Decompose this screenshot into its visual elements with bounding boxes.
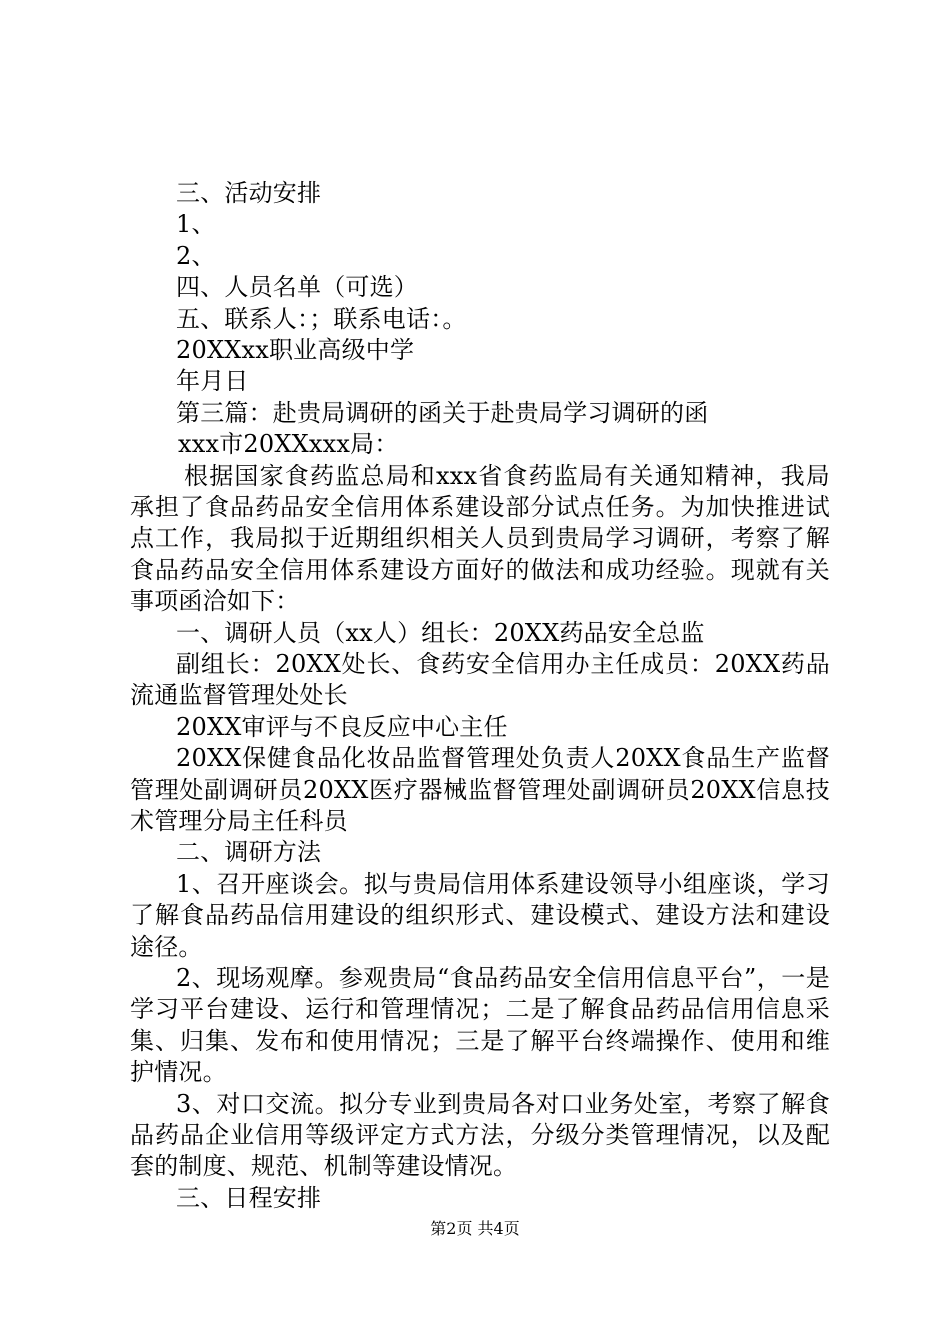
- paragraph-method-3: 3、对口交流。拟分专业到贵局各对口业务处室，考察了解食品药品企业信用等级评定方式方法，分级分类管理情况，以及配套的制度、规范、机制等建设情况。: [130, 1089, 830, 1181]
- heading-research-personnel: 一、调研人员（xx人）组长：20XX药品安全总监: [176, 618, 705, 647]
- paragraph-method-2: 2、现场观摩。参观贵局“食品药品安全信用信息平台”，一是学习平台建设、运行和管理情况；二是了解食品药品信用信息采集、归集、发布和使用情况；三是了解平台终端操作、使用和维护情况。: [130, 963, 830, 1087]
- heading-research-method: 二、调研方法: [176, 838, 322, 867]
- addressee: xxx市20XXxxx局：: [178, 430, 399, 459]
- heading-personnel-list: 四、人员名单（可选）: [176, 273, 418, 302]
- paragraph-deputy-leader: 副组长：20XX处长、食药安全信用办主任成员：20XX药品流通监督管理处处长: [130, 649, 830, 710]
- paragraph-method-1: 1、召开座谈会。拟与贵局信用体系建设领导小组座谈，学习了解食品药品信用建设的组织形式、建设模式、建设方法和建设途径。: [130, 869, 830, 961]
- section-title: 第三篇：赴贵局调研的函关于赴贵局学习调研的函: [176, 398, 709, 427]
- list-item-1: 1、: [176, 210, 216, 239]
- paragraph-intro: 根据国家食药监总局和xxx省食药监局有关通知精神，我局承担了食品药品安全信用体系建设部分试点任务。为加快推进试点工作，我局拟于近期组织相关人员到贵局学习调研，考察了解食品药品安全信用体系建设方面好的做法和成功经验。现就有关事项函洽如下：: [130, 461, 830, 616]
- contact-line: 五、联系人：；联系电话：。: [176, 304, 467, 333]
- paragraph-members: 20XX保健食品化妆品监督管理处负责人20XX食品生产监督管理处副调研员20XX医疗器械监督管理处副调研员20XX信息技术管理分局主任科员: [130, 744, 830, 835]
- page-number-footer: 第2页 共4页: [430, 1219, 520, 1238]
- heading-activity-arrangement: 三、活动安排: [176, 179, 322, 207]
- school-name: 20XXxx职业高级中学: [176, 335, 415, 364]
- heading-schedule: 三、日程安排: [176, 1183, 322, 1212]
- member-review-center: 20XX审评与不良反应中心主任: [176, 712, 508, 741]
- date-line: 年月日: [176, 367, 249, 396]
- list-item-2: 2、: [176, 241, 216, 270]
- document-body: [130, 178, 830, 1214]
